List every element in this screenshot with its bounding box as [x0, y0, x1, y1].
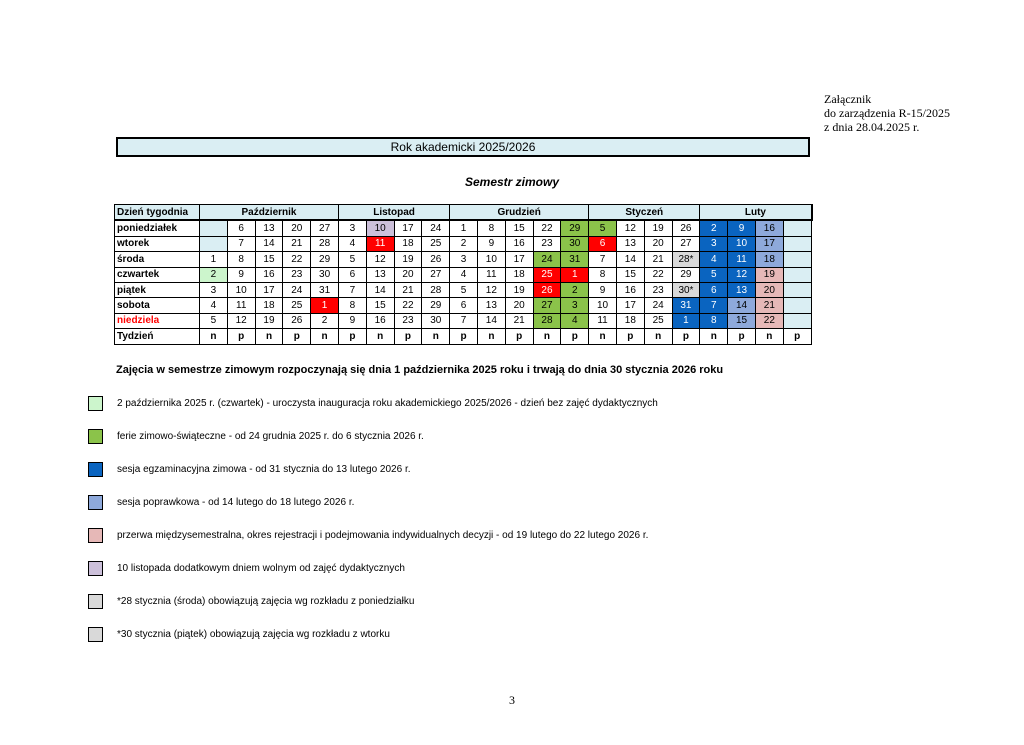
- day-cell: 13: [616, 236, 644, 251]
- day-cell: 21: [283, 236, 311, 251]
- day-cell: 10: [477, 252, 505, 267]
- legend-item: [88, 560, 405, 576]
- weekday-label: niedziela: [115, 313, 200, 328]
- day-cell: 11: [728, 252, 756, 267]
- day-cell: 17: [505, 252, 533, 267]
- day-cell: 7: [450, 313, 478, 328]
- day-cell: 18: [616, 313, 644, 328]
- day-cell: 20: [755, 282, 783, 297]
- week-parity-cell: n: [477, 329, 505, 344]
- week-parity-cell: p: [394, 329, 422, 344]
- day-cell: 29: [422, 298, 450, 313]
- day-cell: 24: [533, 252, 561, 267]
- day-cell: 14: [477, 313, 505, 328]
- day-cell: 1: [311, 298, 339, 313]
- day-cell: 5: [700, 267, 728, 282]
- day-cell: 13: [255, 220, 283, 236]
- calendar-row: [115, 282, 813, 297]
- month-header: Listopad: [338, 205, 449, 221]
- day-cell: 16: [366, 313, 394, 328]
- day-cell: 3: [200, 282, 228, 297]
- semester-title: Semestr zimowy: [464, 175, 560, 189]
- day-cell: [783, 298, 811, 313]
- day-cell: 19: [505, 282, 533, 297]
- day-cell: 22: [394, 298, 422, 313]
- day-cell: 10: [366, 220, 394, 236]
- day-cell: 8: [589, 267, 617, 282]
- day-cell: 22: [644, 267, 672, 282]
- day-cell: 27: [533, 298, 561, 313]
- day-cell: [783, 252, 811, 267]
- day-cell: 4: [700, 252, 728, 267]
- day-cell: 16: [755, 220, 783, 236]
- attachment-note: [824, 92, 950, 134]
- attachment-line-1: Załącznik: [824, 92, 872, 106]
- week-parity-cell: n: [366, 329, 394, 344]
- day-cell: 5: [338, 252, 366, 267]
- day-cell: 27: [311, 220, 339, 236]
- weekday-label: sobota: [115, 298, 200, 313]
- day-cell: 23: [533, 236, 561, 251]
- day-cell: 2: [311, 313, 339, 328]
- day-cell: 14: [728, 298, 756, 313]
- week-parity-cell: n: [644, 329, 672, 344]
- day-cell: 17: [255, 282, 283, 297]
- legend-text: sesja poprawkowa - od 14 lutego do 18 lutego 2026 r.: [117, 496, 355, 508]
- day-cell: 24: [422, 220, 450, 236]
- day-cell: 18: [755, 252, 783, 267]
- day-cell: 6: [450, 298, 478, 313]
- day-cell: 26: [283, 313, 311, 328]
- weekday-label: poniedziałek: [115, 220, 200, 236]
- day-cell: 11: [227, 298, 255, 313]
- day-cell: 2: [450, 236, 478, 251]
- academic-year-title: Rok akademicki 2025/2026: [116, 137, 810, 157]
- day-cell: [783, 267, 811, 282]
- day-cell: 30: [311, 267, 339, 282]
- week-label: Tydzień: [115, 329, 200, 344]
- day-cell: 17: [394, 220, 422, 236]
- attachment-line-2: do zarządzenia R-15/2025: [824, 106, 950, 120]
- day-cell: 9: [227, 267, 255, 282]
- day-cell: 29: [311, 252, 339, 267]
- day-cell: [200, 220, 228, 236]
- calendar-row: [115, 298, 813, 313]
- day-cell: 31: [561, 252, 589, 267]
- day-cell: 29: [672, 267, 700, 282]
- day-cell: 12: [227, 313, 255, 328]
- calendar-row: [115, 236, 813, 251]
- day-cell: 28*: [672, 252, 700, 267]
- day-cell: 2: [200, 267, 228, 282]
- day-cell: 8: [477, 220, 505, 236]
- day-cell: 25: [644, 313, 672, 328]
- legend-item: [88, 428, 424, 444]
- day-cell: 4: [561, 313, 589, 328]
- legend-item: [88, 494, 354, 510]
- day-cell: 23: [283, 267, 311, 282]
- weekday-label: wtorek: [115, 236, 200, 251]
- day-cell: 3: [700, 236, 728, 251]
- week-parity-cell: p: [283, 329, 311, 344]
- day-cell: 7: [227, 236, 255, 251]
- legend-swatch: [88, 594, 103, 609]
- day-cell: 17: [616, 298, 644, 313]
- day-cell: 1: [561, 267, 589, 282]
- day-cell: [200, 236, 228, 251]
- day-cell: 8: [227, 252, 255, 267]
- day-cell: 12: [477, 282, 505, 297]
- day-cell: 11: [366, 236, 394, 251]
- week-parity-cell: n: [700, 329, 728, 344]
- day-cell: 10: [589, 298, 617, 313]
- semester-info-text: Zajęcia w semestrze zimowym rozpoczynają się dnia 1 października 2025 roku i trwają do dnia 30 stycznia 2026 roku: [116, 364, 724, 376]
- month-header: Grudzień: [450, 205, 589, 221]
- legend-item: [88, 593, 414, 609]
- day-cell: 3: [450, 252, 478, 267]
- day-cell: 9: [338, 313, 366, 328]
- day-cell: 1: [200, 252, 228, 267]
- legend-text: 2 października 2025 r. (czwartek) - uroczysta inauguracja roku akademickiego 2025/2026 - dzień bez zajęć dydaktycznych: [117, 397, 658, 409]
- day-cell: 22: [755, 313, 783, 328]
- day-cell: 4: [338, 236, 366, 251]
- legend-swatch: [88, 396, 103, 411]
- day-cell: 14: [255, 236, 283, 251]
- day-cell: 6: [589, 236, 617, 251]
- week-parity-cell: n: [589, 329, 617, 344]
- legend-swatch: [88, 627, 103, 642]
- day-cell: 15: [366, 298, 394, 313]
- day-cell: 27: [422, 267, 450, 282]
- day-cell: 10: [728, 236, 756, 251]
- day-cell: [783, 220, 811, 236]
- day-cell: 23: [644, 282, 672, 297]
- day-cell: 5: [450, 282, 478, 297]
- week-parity-cell: p: [561, 329, 589, 344]
- day-cell: 8: [700, 313, 728, 328]
- week-parity-cell: p: [505, 329, 533, 344]
- day-cell: 4: [200, 298, 228, 313]
- legend-text: *30 stycznia (piątek) obowiązują zajęcia wg rozkładu z wtorku: [117, 628, 390, 640]
- day-cell: 15: [255, 252, 283, 267]
- day-cell: 24: [644, 298, 672, 313]
- day-cell: 3: [561, 298, 589, 313]
- day-cell: 28: [311, 236, 339, 251]
- day-cell: 20: [394, 267, 422, 282]
- day-cell: 12: [728, 267, 756, 282]
- month-header: Październik: [200, 205, 339, 221]
- day-cell: 21: [755, 298, 783, 313]
- day-cell: 20: [283, 220, 311, 236]
- day-cell: 22: [283, 252, 311, 267]
- legend-text: 10 listopada dodatkowym dniem wolnym od zajęć dydaktycznych: [117, 562, 405, 574]
- legend-item: [88, 626, 390, 642]
- day-cell: 16: [255, 267, 283, 282]
- week-parity-cell: p: [450, 329, 478, 344]
- day-cell: 9: [477, 236, 505, 251]
- week-row: [115, 329, 813, 344]
- day-cell: 30: [561, 236, 589, 251]
- week-parity-cell: p: [672, 329, 700, 344]
- week-parity-cell: n: [200, 329, 228, 344]
- calendar-row: [115, 252, 813, 267]
- day-cell: 9: [728, 220, 756, 236]
- day-cell: 26: [422, 252, 450, 267]
- weekday-label: piątek: [115, 282, 200, 297]
- day-cell: 19: [255, 313, 283, 328]
- day-cell: 23: [394, 313, 422, 328]
- day-cell: 24: [283, 282, 311, 297]
- calendar-row: [115, 220, 813, 236]
- day-cell: 7: [700, 298, 728, 313]
- day-cell: 6: [700, 282, 728, 297]
- day-cell: 16: [616, 282, 644, 297]
- day-cell: 15: [728, 313, 756, 328]
- week-parity-cell: n: [255, 329, 283, 344]
- day-cell: 19: [644, 220, 672, 236]
- day-cell: 31: [672, 298, 700, 313]
- day-cell: 25: [422, 236, 450, 251]
- day-cell: 19: [755, 267, 783, 282]
- day-cell: 28: [533, 313, 561, 328]
- day-cell: 14: [366, 282, 394, 297]
- legend-text: *28 stycznia (środa) obowiązują zajęcia wg rozkładu z poniedziałku: [117, 595, 415, 607]
- day-cell: 13: [477, 298, 505, 313]
- day-cell: 19: [394, 252, 422, 267]
- calendar-row: [115, 267, 813, 282]
- day-cell: 9: [589, 282, 617, 297]
- day-cell: 29: [561, 220, 589, 236]
- legend-swatch: [88, 495, 103, 510]
- day-cell: 18: [505, 267, 533, 282]
- day-cell: 7: [338, 282, 366, 297]
- day-cell: 30*: [672, 282, 700, 297]
- day-cell: [783, 282, 811, 297]
- day-cell: 3: [338, 220, 366, 236]
- day-cell: 12: [366, 252, 394, 267]
- day-cell: 4: [450, 267, 478, 282]
- day-cell: 8: [338, 298, 366, 313]
- day-cell: 20: [644, 236, 672, 251]
- day-cell: 28: [422, 282, 450, 297]
- week-parity-cell: n: [533, 329, 561, 344]
- week-parity-cell: p: [338, 329, 366, 344]
- week-parity-cell: p: [728, 329, 756, 344]
- legend-text: przerwa międzysemestralna, okres rejestracji i podejmowania indywidualnych decyzji - od 19 lutego do 22 lutego 2026 r.: [117, 529, 649, 541]
- day-cell: 15: [616, 267, 644, 282]
- day-cell: 15: [505, 220, 533, 236]
- page-number: 3: [509, 693, 515, 707]
- day-cell: 10: [227, 282, 255, 297]
- weekday-label: środa: [115, 252, 200, 267]
- month-header: Luty: [700, 205, 811, 221]
- day-cell: 6: [227, 220, 255, 236]
- day-cell: 12: [616, 220, 644, 236]
- legend-swatch: [88, 561, 103, 576]
- day-cell: [783, 313, 811, 328]
- day-cell: 25: [283, 298, 311, 313]
- day-cell: 13: [366, 267, 394, 282]
- day-cell: 6: [338, 267, 366, 282]
- day-cell: 18: [394, 236, 422, 251]
- day-cell: 5: [200, 313, 228, 328]
- day-cell: 11: [477, 267, 505, 282]
- day-cell: 26: [533, 282, 561, 297]
- day-cell: 2: [561, 282, 589, 297]
- table-corner-label: Dzień tygodnia: [115, 205, 200, 221]
- day-cell: 21: [644, 252, 672, 267]
- calendar-row: [115, 313, 813, 328]
- day-cell: 1: [672, 313, 700, 328]
- day-cell: [783, 236, 811, 251]
- day-cell: 25: [533, 267, 561, 282]
- semester-calendar-table: [114, 204, 813, 345]
- day-cell: 1: [450, 220, 478, 236]
- day-cell: 16: [505, 236, 533, 251]
- day-cell: 2: [700, 220, 728, 236]
- legend-text: ferie zimowo-świąteczne - od 24 grudnia 2025 r. do 6 stycznia 2026 r.: [117, 430, 424, 442]
- attachment-line-3: z dnia 28.04.2025 r.: [824, 120, 920, 134]
- week-parity-cell: n: [311, 329, 339, 344]
- day-cell: 13: [728, 282, 756, 297]
- month-header-empty: [811, 205, 812, 221]
- legend-item: [88, 395, 658, 411]
- day-cell: 18: [255, 298, 283, 313]
- day-cell: 21: [505, 313, 533, 328]
- day-cell: 30: [422, 313, 450, 328]
- legend-item: [88, 461, 411, 477]
- week-parity-cell: p: [616, 329, 644, 344]
- day-cell: 21: [394, 282, 422, 297]
- legend-text: sesja egzaminacyjna zimowa - od 31 stycznia do 13 lutego 2026 r.: [117, 463, 411, 475]
- legend-swatch: [88, 429, 103, 444]
- week-parity-cell: n: [422, 329, 450, 344]
- day-cell: 27: [672, 236, 700, 251]
- legend-swatch: [88, 528, 103, 543]
- week-parity-cell: n: [755, 329, 783, 344]
- day-cell: 20: [505, 298, 533, 313]
- legend-item: [88, 527, 648, 543]
- day-cell: 7: [589, 252, 617, 267]
- week-parity-cell: p: [227, 329, 255, 344]
- day-cell: 26: [672, 220, 700, 236]
- week-parity-cell: p: [783, 329, 811, 344]
- day-cell: 11: [589, 313, 617, 328]
- legend-swatch: [88, 462, 103, 477]
- day-cell: 17: [755, 236, 783, 251]
- day-cell: 22: [533, 220, 561, 236]
- day-cell: 14: [616, 252, 644, 267]
- month-header: Styczeń: [589, 205, 700, 221]
- day-cell: 31: [311, 282, 339, 297]
- weekday-label: czwartek: [115, 267, 200, 282]
- day-cell: 5: [589, 220, 617, 236]
